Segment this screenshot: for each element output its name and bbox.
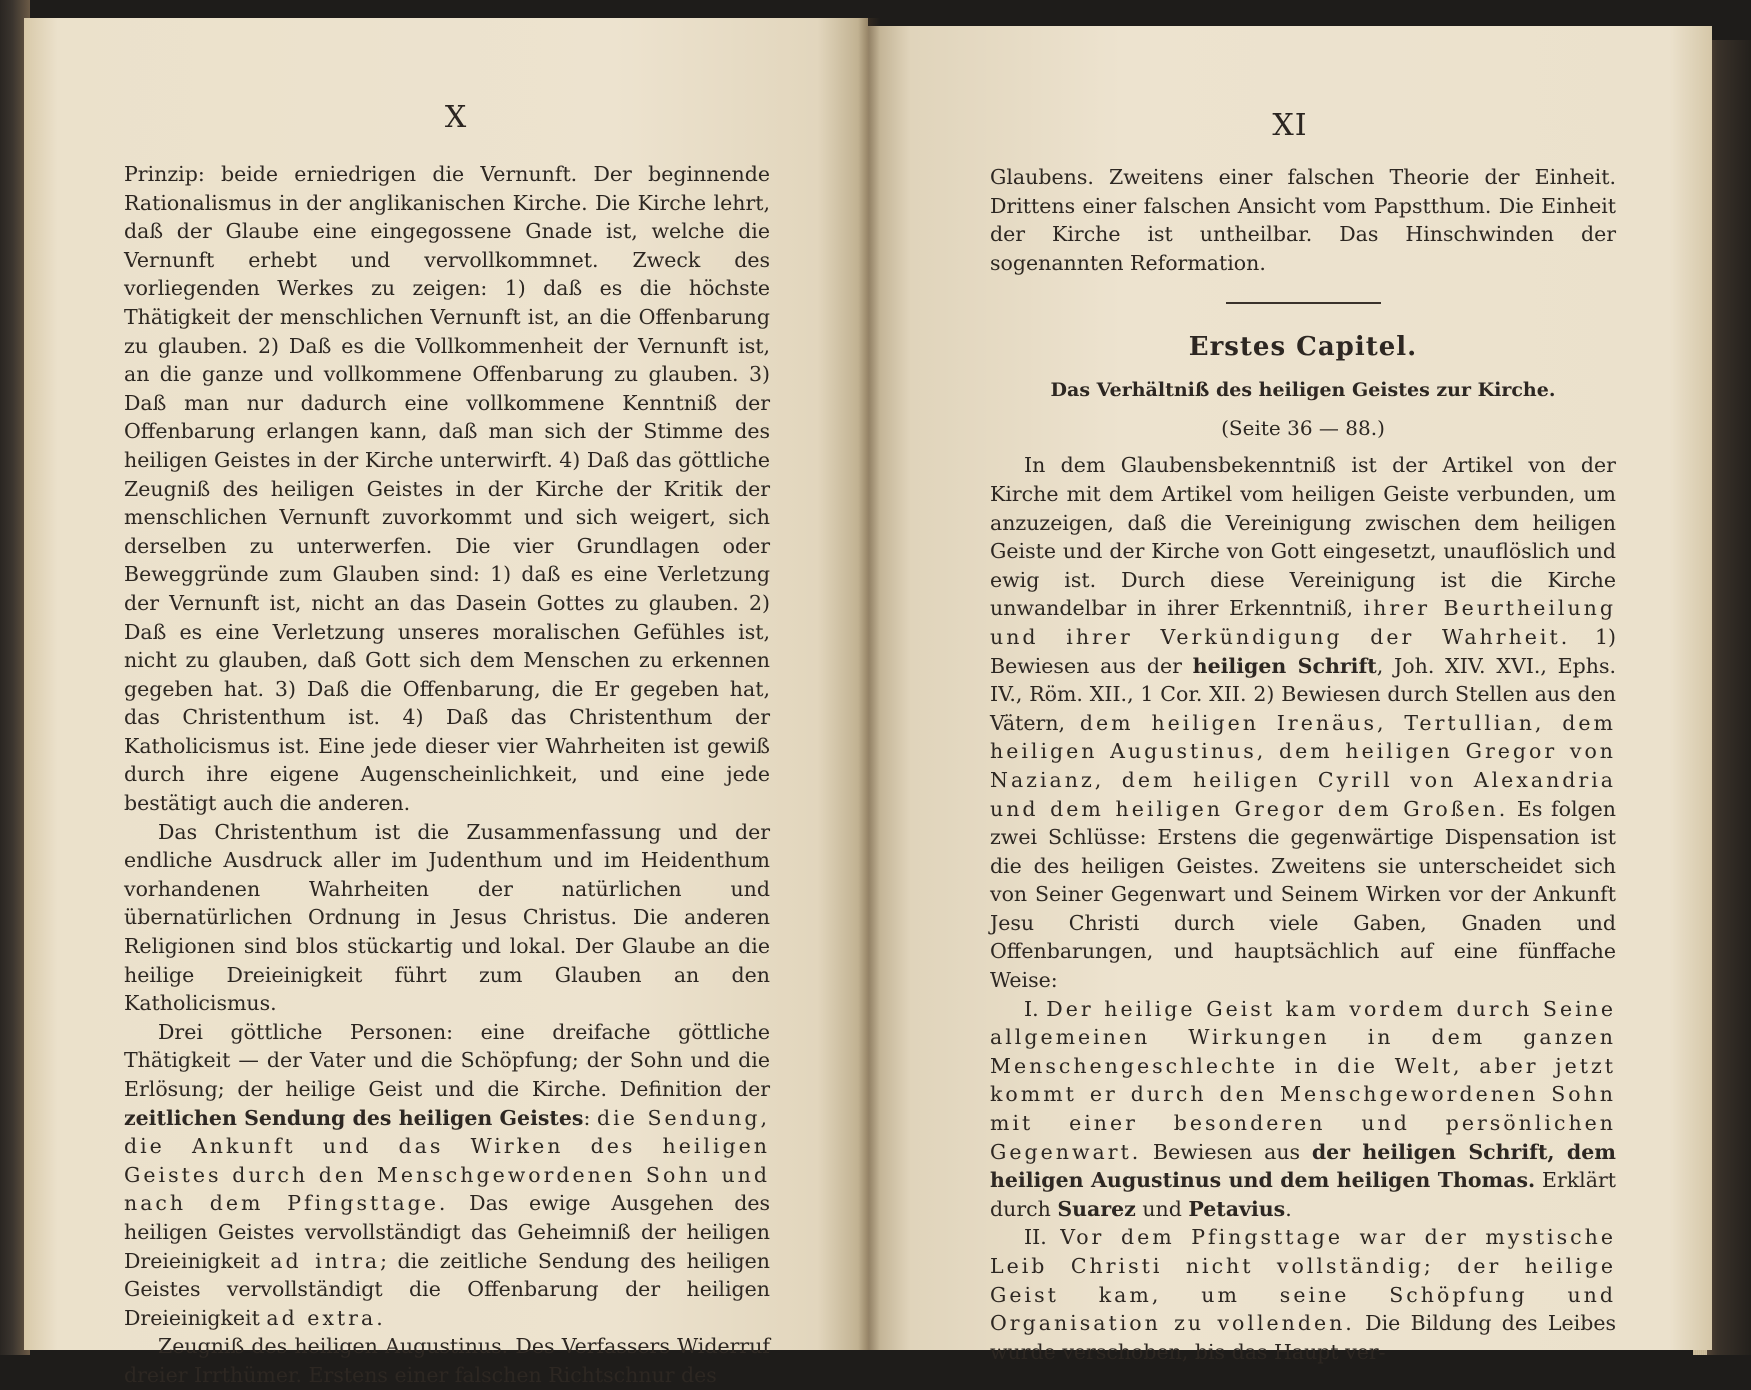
emphasis-bold: Suarez (1057, 1196, 1136, 1221)
emphasis-spaced: ihrer Beurtheilung und ihrer Verkündigung der Wahrheit. (990, 596, 1616, 649)
paragraph: Das Christenthum ist die Zusammenfassung und der endliche Ausdruck aller im Judenthum und im Heidenthum vorhandenen Wahrheiten der natürlichen und übernatürlichen Ordnung in Jesus Christus. Die anderen Religionen sind blos stückartig und lokal. Der Glaube an die heilige Dreieinigkeit führt zum Glauben an den Katholicismus. (124, 819, 770, 1016)
text-run: . (376, 1305, 383, 1330)
chapter-page-range: (Seite 36 — 88.) (1221, 416, 1385, 441)
emphasis-bold: der heiligen Schrift, dem heiligen Augustinus und dem heiligen Thomas. (990, 1139, 1616, 1193)
emphasis-bold: Petavius (1188, 1196, 1286, 1221)
text-run: , Joh. XIV. XVI., Ephs. IV., Röm. XII., 1 Cor. XII. 2) Bewiesen durch Stellen aus den Vätern, (990, 653, 1616, 735)
book-gutter (858, 18, 880, 1350)
chapter-subtitle: Das Verhältniß des heiligen Geistes zur Kirche. (1050, 379, 1556, 402)
text-run: Die Bildung des Leibes wurde verschoben, bis das Haupt ver- (990, 1311, 1616, 1364)
right-page-text (990, 163, 1616, 1366)
paragraph: Prinzip: beide erniedrigen die Vernunft. Der beginnende Rationalismus in der anglikanischen Kirche. Die Kirche lehrt, daß der Glaube eine eingegossene Gnade ist, welche die Vernunft erhebt und vervollkommnet. Zweck des vorliegenden Werkes zu zeigen: 1) daß es die höchste Thätigkeit der menschlichen Vernunft ist, an die Offenbarung zu glauben. 2) Daß es die Vollkommenheit der Vernunft ist, an die ganze und vollkommene Offenbarung zu glauben. 3) Daß man nur dadurch eine vollkommene Kenntniß der Offenbarung erlangen kann, daß man sich der Stimme des heiligen Geistes in der Kirche unterwirft. 4) Daß das göttliche Zeugniß des heiligen Geistes in der Kirche der Kritik der menschlichen Vernunft zuvorkommt und sich weigert, sich derselben zu unterwerfen. Die vier Grundlagen oder Beweggründe zum Glauben sind: 1) daß es eine Verletzung der Vernunft ist, nicht an das Dasein Gottes zu glauben. 2) Daß es eine Verletzung unseres moralischen Gefühles ist, nicht zu glauben, daß Gott sich dem Menschen zu erkennen gegeben hat. 3) Daß die Offenbarung, die Er gegeben hat, das Christenthum ist. 4) Daß das Christenthum der Katholicismus ist. Eine jede dieser vier Wahrheiten ist gewiß durch ihre eigene Augenscheinlichkeit, und eine jede bestätigt auch die anderen. (124, 162, 770, 816)
page-number-left: X (444, 100, 468, 135)
latin-phrase: ad extra (266, 1305, 377, 1330)
text-run: 1) Bewiesen aus der (990, 624, 1617, 678)
paragraph: Zeugniß des heiligen Augustinus. Des Verfassers Widerruf dreier Irrthümer. Erstens einer falschen Richtschnur des (124, 1334, 770, 1387)
right-page (868, 26, 1712, 1364)
emphasis-bold: heiligen Schrift (1192, 653, 1377, 678)
paragraph (990, 1223, 1616, 1366)
text-run: Erklärt durch (990, 1168, 1616, 1221)
text-run: : (583, 1105, 598, 1130)
paragraph (990, 995, 1616, 1224)
text-run: ; die zeitliche Sendung des heiligen Geistes vervollständigt die Offenbarung der heiligen Dreieinigkeit (124, 1248, 770, 1330)
left-page-text (124, 160, 770, 1390)
page-number-right: XI (1272, 108, 1308, 143)
emphasis-spaced: Der heilige Geist kam vordem durch Seine allgemeinen Wirkungen in dem ganzen Menschengeschlechte in die Welt, aber jetzt kommt er durch den Menschgewordenen Sohn mit einer besonderen und persönlichen Gegenwart. (990, 996, 1616, 1164)
latin-phrase: ad intra (270, 1248, 381, 1273)
left-page (24, 18, 868, 1387)
text-run: . (1285, 1196, 1292, 1221)
emphasis-spaced: Vor dem Pfingsttage war der mystische Leib Christi nicht vollständig; der heilige Geist kam, um seine Schöpfung und Organisation zu vollenden. (990, 1225, 1616, 1336)
paragraph: Glaubens. Zweitens einer falschen Theorie der Einheit. Drittens einer falschen Ansicht vom Papstthum. Die Einheit der Kirche ist untheilbar. Das Hinschwinden der sogenannten Reformation. (990, 165, 1616, 275)
emphasis-spaced: dem heiligen Irenäus, Tertullian, dem heiligen Augustinus, dem heiligen Gregor von Nazianz, dem heiligen Cyrill von Alexandria und dem heiligen Gregor dem Großen. (990, 710, 1616, 821)
emphasis-bold: zeitlichen Sendung des heiligen Geistes (124, 1105, 584, 1130)
text-run: und (1135, 1196, 1189, 1221)
paragraph (124, 1018, 770, 1333)
emphasis-spaced: die Sendung, die Ankunft und das Wirken des heiligen Geistes durch den Menschgewordenen Sohn und nach dem Pfingsttage. (124, 1105, 770, 1216)
text-run: Drei göttliche Personen: eine dreifache göttliche Thätigkeit — der Vater und die Schöpfung; der Sohn und die Erlösung; der heilige Geist und die Kirche. Definition der (124, 1019, 770, 1101)
text-run: I. (1024, 996, 1047, 1021)
chapter-title: Erstes Capitel. (1188, 332, 1418, 363)
text-run: Bewiesen aus (1141, 1139, 1312, 1164)
paragraph (990, 451, 1616, 994)
text-run: In dem Glaubensbekenntniß ist der Artikel von der Kirche mit dem Artikel vom heiligen Geiste verbunden, um anzuzeigen, daß die Vereinigung zwischen dem heiligen Geiste und der Kirche von Gott eingesetzt, unauflöslich und ewig ist. Durch diese Vereinigung ist die Kirche unwandelbar in ihrer Erkenntniß, (990, 453, 1616, 621)
text-run: Es folgen zwei Schlüsse: Erstens die gegenwärtige Dispensation ist die des heiligen Geistes. Zweitens sie unterscheidet sich von Seiner Gegenwart und Seinem Wirken vor der Ankunft Jesu Christi durch viele Gaben, Gnaden und Offenbarungen, und hauptsächlich auf eine fünffache Weise: (990, 796, 1616, 993)
text-run: Das ewige Ausgehen des heiligen Geistes vervollständigt das Geheimniß der heiligen Dreieinigkeit (124, 1191, 770, 1273)
section-divider (1226, 302, 1381, 304)
text-run: II. (1024, 1225, 1061, 1250)
